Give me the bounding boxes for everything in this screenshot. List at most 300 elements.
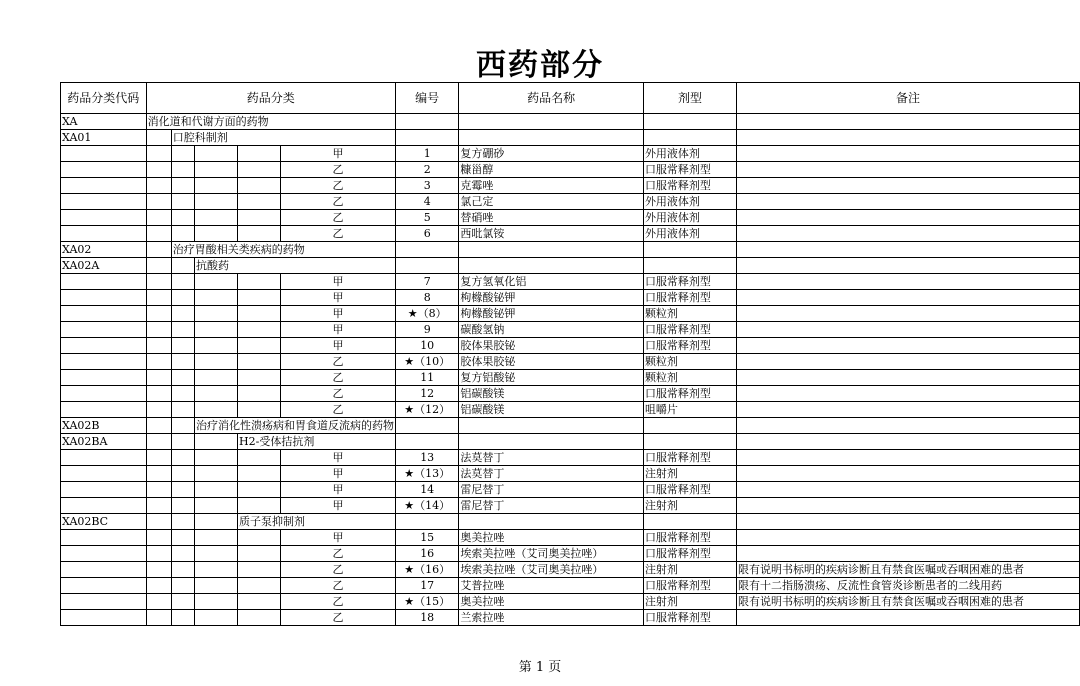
table-row xyxy=(61,290,1080,306)
cell-name: 法莫替丁 xyxy=(459,466,644,482)
cell-grade: 甲 xyxy=(281,466,396,482)
cell-code xyxy=(61,562,147,578)
cell-indent xyxy=(238,210,281,226)
cell-indent xyxy=(238,482,281,498)
cell-note xyxy=(737,354,1080,370)
cell-indent xyxy=(238,290,281,306)
cell-number: ★（12） xyxy=(395,402,458,418)
cell-indent xyxy=(194,338,237,354)
cell-indent xyxy=(238,450,281,466)
cell-code: XA02B xyxy=(61,418,147,434)
cell-code xyxy=(61,386,147,402)
cell-indent xyxy=(194,402,237,418)
table-header-row xyxy=(61,83,1080,114)
cell-note xyxy=(737,178,1080,194)
cell-indent xyxy=(146,386,171,402)
cell-grade: 甲 xyxy=(281,530,396,546)
cell-indent xyxy=(146,434,171,450)
cell-indent xyxy=(171,434,194,450)
cell-indent xyxy=(146,530,171,546)
cell-number xyxy=(395,434,458,450)
cell-number: 14 xyxy=(395,482,458,498)
cell-note xyxy=(737,466,1080,482)
cell-name: 奥美拉唑 xyxy=(459,530,644,546)
cell-form xyxy=(643,418,736,434)
cell-indent xyxy=(194,370,237,386)
cell-indent xyxy=(238,354,281,370)
cell-indent xyxy=(146,194,171,210)
cell-form: 口服常释剂型 xyxy=(643,178,736,194)
cell-grade: 甲 xyxy=(281,498,396,514)
cell-number: ★（14） xyxy=(395,498,458,514)
cell-indent xyxy=(194,562,237,578)
cell-indent xyxy=(146,418,171,434)
cell-indent xyxy=(238,466,281,482)
cell-indent xyxy=(171,498,194,514)
cell-note xyxy=(737,258,1080,274)
table-row xyxy=(61,194,1080,210)
cell-indent xyxy=(238,402,281,418)
cell-note xyxy=(737,546,1080,562)
cell-indent xyxy=(194,386,237,402)
cell-name: 氯己定 xyxy=(459,194,644,210)
cell-code xyxy=(61,578,147,594)
cell-grade: 乙 xyxy=(281,594,396,610)
cell-number: 18 xyxy=(395,610,458,626)
header-number: 编号 xyxy=(395,83,458,114)
cell-indent xyxy=(194,482,237,498)
category-row xyxy=(61,242,1080,258)
table-row xyxy=(61,178,1080,194)
cell-form: 外用液体剂 xyxy=(643,194,736,210)
cell-note xyxy=(737,322,1080,338)
drug-table xyxy=(60,82,1080,626)
category-row xyxy=(61,514,1080,530)
cell-indent xyxy=(171,178,194,194)
cell-name xyxy=(459,258,644,274)
cell-indent xyxy=(194,594,237,610)
header-name: 药品名称 xyxy=(459,83,644,114)
cell-grade: 甲 xyxy=(281,274,396,290)
cell-indent xyxy=(238,226,281,242)
cell-name: 枸橼酸铋钾 xyxy=(459,306,644,322)
cell-indent xyxy=(171,370,194,386)
cell-indent xyxy=(171,466,194,482)
cell-number xyxy=(395,242,458,258)
cell-code xyxy=(61,226,147,242)
cell-indent xyxy=(171,274,194,290)
cell-number: 11 xyxy=(395,370,458,386)
cell-grade: 乙 xyxy=(281,178,396,194)
cell-code xyxy=(61,466,147,482)
cell-indent xyxy=(171,578,194,594)
header-code: 药品分类代码 xyxy=(61,83,147,114)
cell-form: 口服常释剂型 xyxy=(643,578,736,594)
cell-name: 复方硼砂 xyxy=(459,146,644,162)
table-row xyxy=(61,402,1080,418)
cell-indent xyxy=(238,562,281,578)
cell-indent xyxy=(146,338,171,354)
table-row xyxy=(61,162,1080,178)
cell-code: XA02 xyxy=(61,242,147,258)
cell-indent xyxy=(146,162,171,178)
table-row xyxy=(61,466,1080,482)
cell-indent xyxy=(238,578,281,594)
cell-number: 17 xyxy=(395,578,458,594)
cell-grade: 乙 xyxy=(281,354,396,370)
cell-indent xyxy=(146,402,171,418)
cell-indent xyxy=(194,466,237,482)
cell-code xyxy=(61,610,147,626)
cell-form xyxy=(643,130,736,146)
cell-grade: 甲 xyxy=(281,450,396,466)
cell-name: 替硝唑 xyxy=(459,210,644,226)
cell-code xyxy=(61,594,147,610)
table-row xyxy=(61,546,1080,562)
cell-note xyxy=(737,482,1080,498)
cell-indent xyxy=(146,130,171,146)
cell-name xyxy=(459,130,644,146)
category-row xyxy=(61,130,1080,146)
cell-note xyxy=(737,498,1080,514)
cell-grade: 甲 xyxy=(281,146,396,162)
cell-indent xyxy=(146,370,171,386)
cell-indent xyxy=(238,546,281,562)
cell-name: 碳酸氢钠 xyxy=(459,322,644,338)
cell-indent xyxy=(171,258,194,274)
cell-note xyxy=(737,210,1080,226)
cell-name: 雷尼替丁 xyxy=(459,482,644,498)
cell-indent xyxy=(146,178,171,194)
cell-number: 13 xyxy=(395,450,458,466)
cell-name: 铝碳酸镁 xyxy=(459,386,644,402)
cell-note xyxy=(737,450,1080,466)
cell-indent xyxy=(171,306,194,322)
cell-grade: 乙 xyxy=(281,386,396,402)
table-row xyxy=(61,578,1080,594)
cell-name: 糠甾醇 xyxy=(459,162,644,178)
cell-indent xyxy=(238,178,281,194)
cell-name: 法莫替丁 xyxy=(459,450,644,466)
cell-number: 8 xyxy=(395,290,458,306)
category-label: 质子泵抑制剂 xyxy=(239,515,306,528)
cell-indent xyxy=(146,482,171,498)
table-row xyxy=(61,610,1080,626)
cell-form: 口服常释剂型 xyxy=(643,610,736,626)
cell-code: XA02BA xyxy=(61,434,147,450)
cell-note xyxy=(737,114,1080,130)
cell-indent xyxy=(146,258,171,274)
cell-name: 克霉唑 xyxy=(459,178,644,194)
cell-code xyxy=(61,498,147,514)
cell-indent xyxy=(238,306,281,322)
cell-grade: 甲 xyxy=(281,482,396,498)
category-label: 治疗消化性溃疡病和胃食道反流病的药物 xyxy=(195,419,394,432)
cell-note xyxy=(737,274,1080,290)
cell-indent xyxy=(171,290,194,306)
table-row xyxy=(61,146,1080,162)
cell-form: 口服常释剂型 xyxy=(643,162,736,178)
cell-indent xyxy=(238,146,281,162)
category-label: 治疗胃酸相关类疾病的药物 xyxy=(172,243,305,256)
cell-code xyxy=(61,402,147,418)
cell-indent xyxy=(171,226,194,242)
cell-grade: 乙 xyxy=(281,210,396,226)
cell-name xyxy=(459,114,644,130)
cell-category xyxy=(194,258,395,274)
cell-grade: 乙 xyxy=(281,226,396,242)
cell-form: 外用液体剂 xyxy=(643,210,736,226)
cell-indent xyxy=(171,482,194,498)
cell-code xyxy=(61,274,147,290)
cell-grade: 乙 xyxy=(281,562,396,578)
cell-name: 枸橼酸铋钾 xyxy=(459,290,644,306)
cell-indent xyxy=(171,418,194,434)
cell-indent xyxy=(146,594,171,610)
cell-form xyxy=(643,514,736,530)
cell-indent xyxy=(171,450,194,466)
cell-indent xyxy=(146,290,171,306)
table-row xyxy=(61,530,1080,546)
cell-grade: 乙 xyxy=(281,194,396,210)
cell-code xyxy=(61,210,147,226)
cell-indent xyxy=(238,194,281,210)
cell-indent xyxy=(146,610,171,626)
table-row xyxy=(61,226,1080,242)
cell-code xyxy=(61,482,147,498)
cell-number: ★（15） xyxy=(395,594,458,610)
cell-indent xyxy=(146,578,171,594)
cell-grade: 甲 xyxy=(281,322,396,338)
cell-name: 铝碳酸镁 xyxy=(459,402,644,418)
cell-indent xyxy=(194,162,237,178)
cell-note: 限有说明书标明的疾病诊断且有禁食医嘱或吞咽困难的患者 xyxy=(737,562,1080,578)
cell-indent xyxy=(146,450,171,466)
cell-indent xyxy=(171,146,194,162)
cell-number: 12 xyxy=(395,386,458,402)
cell-indent xyxy=(146,242,171,258)
cell-indent xyxy=(171,322,194,338)
cell-number: 16 xyxy=(395,546,458,562)
cell-name: 艾普拉唑 xyxy=(459,578,644,594)
table-row xyxy=(61,338,1080,354)
cell-indent xyxy=(194,146,237,162)
cell-name xyxy=(459,242,644,258)
cell-indent xyxy=(171,354,194,370)
header-note: 备注 xyxy=(737,83,1080,114)
cell-indent xyxy=(194,354,237,370)
cell-indent xyxy=(171,514,194,530)
header-form: 剂型 xyxy=(643,83,736,114)
category-row xyxy=(61,418,1080,434)
cell-category xyxy=(146,114,395,130)
cell-grade: 乙 xyxy=(281,546,396,562)
cell-number: ★（16） xyxy=(395,562,458,578)
cell-name: 复方氢氧化铝 xyxy=(459,274,644,290)
cell-note xyxy=(737,386,1080,402)
cell-number: ★（8） xyxy=(395,306,458,322)
cell-indent xyxy=(146,514,171,530)
cell-code xyxy=(61,162,147,178)
cell-indent xyxy=(194,210,237,226)
category-label: 口腔科制剂 xyxy=(172,131,228,144)
cell-form: 口服常释剂型 xyxy=(643,450,736,466)
cell-form: 注射剂 xyxy=(643,498,736,514)
table-row xyxy=(61,274,1080,290)
cell-indent xyxy=(171,610,194,626)
cell-name: 雷尼替丁 xyxy=(459,498,644,514)
cell-name: 西吡氯铵 xyxy=(459,226,644,242)
cell-indent xyxy=(238,530,281,546)
cell-indent xyxy=(146,306,171,322)
cell-number xyxy=(395,514,458,530)
cell-name: 奥美拉唑 xyxy=(459,594,644,610)
table-row xyxy=(61,562,1080,578)
cell-number: 6 xyxy=(395,226,458,242)
cell-form: 口服常释剂型 xyxy=(643,530,736,546)
page-title: 西药部分 xyxy=(476,48,604,83)
cell-code xyxy=(61,338,147,354)
category-label: H2-受体拮抗剂 xyxy=(239,435,315,448)
cell-name: 胶体果胶铋 xyxy=(459,354,644,370)
cell-indent xyxy=(194,610,237,626)
table-row xyxy=(61,322,1080,338)
cell-form: 颗粒剂 xyxy=(643,354,736,370)
cell-number: 1 xyxy=(395,146,458,162)
cell-grade: 乙 xyxy=(281,402,396,418)
cell-form: 外用液体剂 xyxy=(643,226,736,242)
cell-note xyxy=(737,338,1080,354)
cell-indent xyxy=(194,546,237,562)
cell-note xyxy=(737,242,1080,258)
cell-indent xyxy=(194,178,237,194)
cell-note xyxy=(737,530,1080,546)
cell-note xyxy=(737,434,1080,450)
category-row xyxy=(61,258,1080,274)
cell-name: 胶体果胶铋 xyxy=(459,338,644,354)
cell-code xyxy=(61,354,147,370)
cell-note: 限有说明书标明的疾病诊断且有禁食医嘱或吞咽困难的患者 xyxy=(737,594,1080,610)
cell-indent xyxy=(171,402,194,418)
cell-form: 外用液体剂 xyxy=(643,146,736,162)
cell-indent xyxy=(171,210,194,226)
cell-indent xyxy=(194,578,237,594)
cell-code xyxy=(61,146,147,162)
cell-category xyxy=(238,514,396,530)
cell-indent xyxy=(194,194,237,210)
cell-indent xyxy=(194,514,237,530)
cell-category xyxy=(171,130,395,146)
cell-code xyxy=(61,450,147,466)
table-row xyxy=(61,498,1080,514)
cell-number: 5 xyxy=(395,210,458,226)
category-label: 消化道和代谢方面的药物 xyxy=(147,115,269,128)
cell-note xyxy=(737,306,1080,322)
cell-indent xyxy=(238,274,281,290)
table-row xyxy=(61,450,1080,466)
cell-form: 颗粒剂 xyxy=(643,370,736,386)
cell-indent xyxy=(238,162,281,178)
cell-grade: 乙 xyxy=(281,578,396,594)
cell-indent xyxy=(171,386,194,402)
cell-code: XA01 xyxy=(61,130,147,146)
cell-note: 限有十二指肠溃疡、反流性食管炎诊断患者的二线用药 xyxy=(737,578,1080,594)
cell-indent xyxy=(194,498,237,514)
cell-code xyxy=(61,290,147,306)
cell-note xyxy=(737,290,1080,306)
header-category: 药品分类 xyxy=(146,83,395,114)
cell-indent xyxy=(171,562,194,578)
cell-note xyxy=(737,370,1080,386)
cell-form: 口服常释剂型 xyxy=(643,274,736,290)
cell-code xyxy=(61,530,147,546)
cell-indent xyxy=(171,546,194,562)
cell-code: XA02A xyxy=(61,258,147,274)
cell-indent xyxy=(238,370,281,386)
cell-grade: 乙 xyxy=(281,610,396,626)
table-row xyxy=(61,482,1080,498)
cell-indent xyxy=(146,274,171,290)
cell-indent xyxy=(194,450,237,466)
cell-category xyxy=(238,434,396,450)
cell-number: 2 xyxy=(395,162,458,178)
cell-note xyxy=(737,130,1080,146)
cell-indent xyxy=(194,290,237,306)
cell-indent xyxy=(146,546,171,562)
cell-grade: 乙 xyxy=(281,162,396,178)
cell-number xyxy=(395,114,458,130)
cell-form: 注射剂 xyxy=(643,466,736,482)
cell-form: 口服常释剂型 xyxy=(643,338,736,354)
cell-note xyxy=(737,162,1080,178)
category-row xyxy=(61,114,1080,130)
cell-category xyxy=(194,418,395,434)
cell-indent xyxy=(238,338,281,354)
cell-number: 9 xyxy=(395,322,458,338)
cell-grade: 甲 xyxy=(281,290,396,306)
cell-form: 口服常释剂型 xyxy=(643,322,736,338)
table-row xyxy=(61,386,1080,402)
cell-indent xyxy=(194,274,237,290)
cell-name: 复方铝酸铋 xyxy=(459,370,644,386)
cell-number xyxy=(395,258,458,274)
cell-indent xyxy=(194,530,237,546)
table-row xyxy=(61,306,1080,322)
cell-indent xyxy=(171,162,194,178)
cell-code xyxy=(61,370,147,386)
cell-indent xyxy=(238,594,281,610)
category-label: 抗酸药 xyxy=(195,259,229,272)
cell-number: 15 xyxy=(395,530,458,546)
cell-name xyxy=(459,434,644,450)
cell-form xyxy=(643,242,736,258)
cell-note xyxy=(737,610,1080,626)
category-row xyxy=(61,434,1080,450)
cell-code xyxy=(61,194,147,210)
cell-indent xyxy=(146,322,171,338)
cell-note xyxy=(737,146,1080,162)
table-row xyxy=(61,354,1080,370)
cell-indent xyxy=(194,434,237,450)
cell-code: XA xyxy=(61,114,147,130)
cell-name: 兰索拉唑 xyxy=(459,610,644,626)
cell-form: 口服常释剂型 xyxy=(643,546,736,562)
page-footer: 第 1 页 xyxy=(518,660,562,675)
table-row xyxy=(61,370,1080,386)
cell-code xyxy=(61,306,147,322)
cell-number: ★（10） xyxy=(395,354,458,370)
cell-indent xyxy=(146,210,171,226)
